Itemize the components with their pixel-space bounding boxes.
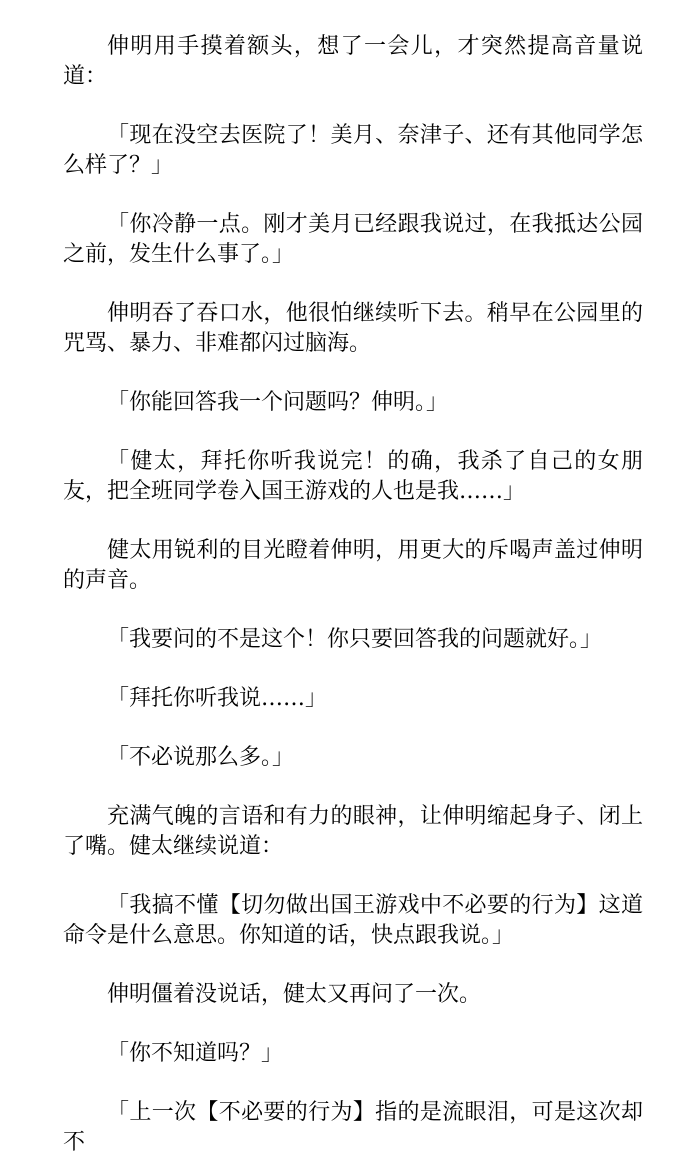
paragraph: 伸明吞了吞口水，他很怕继续听下去。稍早在公园里的咒骂、暴力、非难都闪过脑海。	[63, 301, 643, 356]
paragraph: 「上一次【不必要的行为】指的是流眼泪，可是这次却不	[63, 1100, 643, 1155]
paragraph: 「你不知道吗？」	[107, 1041, 284, 1066]
paragraph: 「你能回答我一个问题吗？伸明。」	[107, 390, 449, 415]
paragraph: 伸明用手摸着额头，想了一会儿，才突然提高音量说道：	[63, 34, 643, 89]
paragraph: 「健太，拜托你听我说完！的确，我杀了自己的女朋友，把全班同学卷入国王游戏的人也是我……」	[63, 449, 643, 504]
paragraph: 健太用锐利的目光瞪着伸明，用更大的斥喝声盖过伸明的声音。	[63, 538, 643, 593]
paragraph: 「我搞不懂【切勿做出国王游戏中不必要的行为】这道命令是什么意思。你知道的话，快点跟我说。」	[63, 893, 643, 948]
paragraph: 「不必说那么多。」	[107, 745, 295, 770]
paragraph: 「拜托你听我说……」	[107, 686, 328, 711]
paragraph: 充满气魄的言语和有力的眼神，让伸明缩起身子、闭上了嘴。健太继续说道：	[63, 804, 643, 859]
paragraph: 「现在没空去医院了！美月、奈津子、还有其他同学怎么样了？」	[63, 123, 643, 178]
paragraph: 伸明僵着没说话，健太又再问了一次。	[107, 982, 482, 1007]
paragraph: 「你冷静一点。刚才美月已经跟我说过，在我抵达公园之前，发生什么事了。」	[63, 212, 643, 267]
document-body	[63, 32, 643, 1158]
paragraph: 「我要问的不是这个！你只要回答我的问题就好。」	[107, 627, 603, 652]
